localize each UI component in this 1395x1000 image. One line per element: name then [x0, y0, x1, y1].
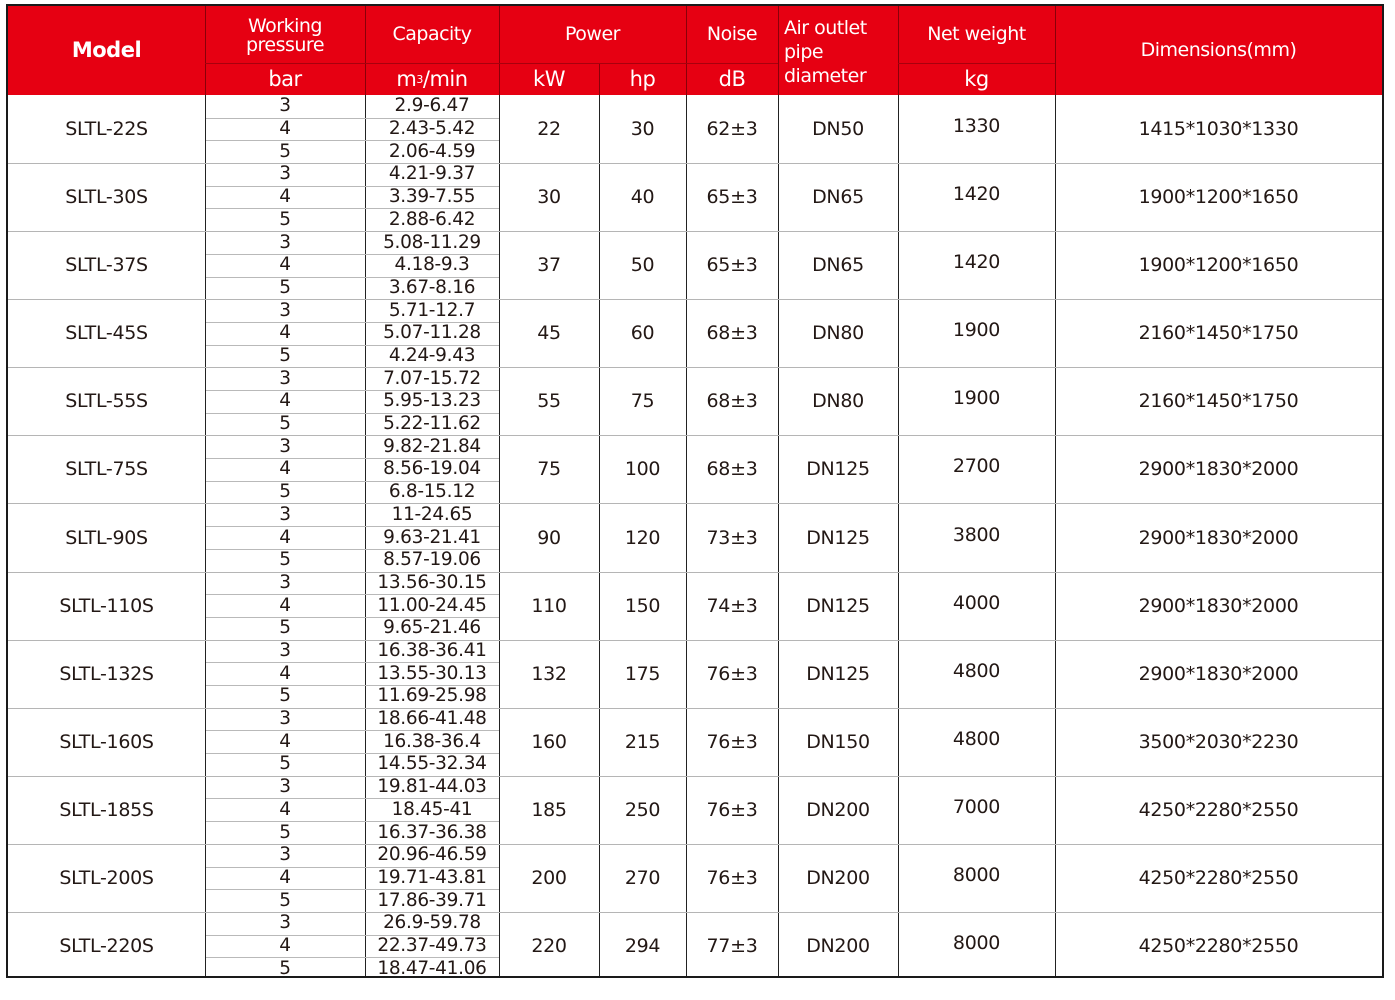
- capacity-value: 2.9-6.47: [394, 95, 470, 117]
- capacity-value: 5.71-12.7: [388, 299, 476, 321]
- model-name: SLTL-37S: [65, 254, 148, 277]
- header-net-weight: Net weight: [927, 23, 1026, 45]
- air-outlet-value: DN50: [812, 118, 864, 141]
- dimensions-value: 2900*1830*2000: [1138, 594, 1299, 617]
- net-weight-value: 4000: [952, 591, 1001, 614]
- capacity-value: 14.55-32.34: [377, 753, 487, 775]
- pressure-value: 5: [279, 889, 291, 911]
- model-name: SLTL-185S: [59, 798, 154, 821]
- capacity-value: 4.21-9.37: [388, 163, 476, 185]
- net-weight-value: 1420: [952, 251, 1001, 274]
- model-name: SLTL-90S: [65, 526, 148, 549]
- capacity-value: 11.69-25.98: [377, 685, 487, 707]
- net-weight-value: 3800: [952, 523, 1001, 546]
- noise-value: 73±3: [706, 526, 758, 549]
- header-pressure-unit: bar: [268, 67, 302, 91]
- pressure-value: 3: [279, 912, 291, 934]
- net-weight-value: 7000: [952, 795, 1001, 818]
- noise-value: 76±3: [706, 866, 758, 889]
- header-working-pressure: Working pressure: [245, 14, 325, 56]
- air-outlet-value: DN65: [812, 186, 864, 209]
- net-weight-value: 4800: [952, 659, 1001, 682]
- capacity-value: 6.8-15.12: [388, 481, 476, 503]
- pressure-value: 5: [279, 549, 291, 571]
- net-weight-value: 2700: [952, 455, 1001, 478]
- header-capacity: Capacity: [392, 23, 472, 45]
- pressure-value: 5: [279, 344, 291, 366]
- header-power: Power: [565, 23, 620, 45]
- capacity-value: 3.39-7.55: [388, 186, 476, 208]
- noise-value: 62±3: [706, 118, 758, 141]
- capacity-value: 18.45-41: [391, 798, 473, 820]
- header-capacity-unit: m 3 /min: [396, 67, 468, 91]
- power-hp-value: 40: [630, 186, 655, 209]
- capacity-value: 2.88-6.42: [388, 208, 476, 230]
- pressure-value: 5: [279, 413, 291, 435]
- model-name: SLTL-220S: [59, 934, 154, 957]
- model-name: SLTL-110S: [59, 594, 154, 617]
- power-kw-value: 37: [537, 254, 561, 277]
- pressure-value: 4: [279, 186, 291, 208]
- capacity-value: 4.18-9.3: [394, 254, 470, 276]
- capacity-value: 5.95-13.23: [383, 390, 481, 412]
- power-kw-value: 55: [537, 390, 561, 413]
- noise-value: 68±3: [706, 458, 758, 481]
- pressure-value: 3: [279, 708, 291, 730]
- pressure-value: 3: [279, 776, 291, 798]
- capacity-value: 5.07-11.28: [383, 322, 481, 344]
- dimensions-value: 4250*2280*2550: [1138, 798, 1299, 821]
- header-dimensions: Dimensions(mm): [1140, 39, 1297, 61]
- capacity-value: 26.9-59.78: [383, 912, 481, 934]
- pressure-value: 5: [279, 617, 291, 639]
- power-kw-value: 110: [531, 594, 567, 617]
- header-air-outlet: Air outlet pipe diameter: [784, 17, 867, 87]
- air-outlet-value: DN125: [806, 662, 870, 685]
- power-hp-value: 50: [630, 254, 655, 277]
- noise-value: 77±3: [706, 934, 758, 957]
- net-weight-value: 4800: [952, 727, 1001, 750]
- noise-value: 65±3: [706, 254, 758, 277]
- capacity-value: 5.08-11.29: [383, 231, 481, 253]
- air-outlet-value: DN80: [812, 390, 864, 413]
- power-hp-value: 75: [630, 390, 655, 413]
- model-name: SLTL-45S: [65, 322, 148, 345]
- noise-value: 65±3: [706, 186, 758, 209]
- capacity-value: 20.96-46.59: [377, 844, 487, 866]
- pressure-value: 4: [279, 390, 291, 412]
- noise-value: 68±3: [706, 390, 758, 413]
- air-outlet-value: DN80: [812, 322, 864, 345]
- pressure-value: 5: [279, 957, 291, 979]
- pressure-value: 4: [279, 662, 291, 684]
- power-kw-value: 220: [531, 934, 567, 957]
- pressure-value: 4: [279, 118, 291, 140]
- capacity-value: 13.55-30.13: [377, 662, 487, 684]
- pressure-value: 5: [279, 276, 291, 298]
- header-weight-unit: kg: [964, 67, 989, 91]
- pressure-value: 3: [279, 95, 291, 117]
- model-name: SLTL-55S: [65, 390, 148, 413]
- model-name: SLTL-75S: [65, 458, 148, 481]
- pressure-value: 4: [279, 322, 291, 344]
- capacity-value: 18.66-41.48: [377, 708, 487, 730]
- pressure-value: 3: [279, 163, 291, 185]
- pressure-value: 5: [279, 753, 291, 775]
- dimensions-value: 4250*2280*2550: [1138, 866, 1299, 889]
- air-outlet-value: DN65: [812, 254, 864, 277]
- net-weight-value: 1420: [952, 183, 1001, 206]
- power-hp-value: 215: [624, 730, 661, 753]
- noise-value: 68±3: [706, 322, 758, 345]
- capacity-value: 13.56-30.15: [377, 571, 487, 593]
- model-name: SLTL-30S: [65, 186, 148, 209]
- air-outlet-value: DN125: [806, 458, 870, 481]
- noise-value: 76±3: [706, 662, 758, 685]
- air-outlet-value: DN200: [806, 798, 870, 821]
- pressure-value: 3: [279, 231, 291, 253]
- power-hp-value: 100: [624, 458, 661, 481]
- capacity-value: 9.63-21.41: [383, 526, 481, 548]
- dimensions-value: 1415*1030*1330: [1138, 118, 1299, 141]
- capacity-value: 5.22-11.62: [383, 413, 481, 435]
- capacity-value: 19.71-43.81: [377, 866, 487, 888]
- pressure-value: 4: [279, 730, 291, 752]
- pressure-value: 3: [279, 299, 291, 321]
- pressure-value: 4: [279, 458, 291, 480]
- capacity-value: 22.37-49.73: [377, 934, 487, 956]
- capacity-value: 7.07-15.72: [383, 367, 481, 389]
- power-kw-value: 75: [537, 458, 561, 481]
- power-kw-value: 200: [531, 866, 567, 889]
- pressure-value: 3: [279, 367, 291, 389]
- capacity-value: 16.37-36.38: [377, 821, 487, 843]
- air-outlet-value: DN200: [806, 934, 870, 957]
- noise-value: 76±3: [706, 730, 758, 753]
- noise-value: 74±3: [706, 594, 758, 617]
- power-kw-value: 160: [531, 730, 567, 753]
- capacity-value: 3.67-8.16: [388, 276, 476, 298]
- model-name: SLTL-132S: [59, 662, 154, 685]
- power-hp-value: 60: [630, 322, 655, 345]
- pressure-value: 3: [279, 844, 291, 866]
- power-hp-value: 175: [624, 662, 661, 685]
- pressure-value: 3: [279, 571, 291, 593]
- header-model: Model: [71, 38, 142, 62]
- pressure-value: 3: [279, 503, 291, 525]
- power-hp-value: 294: [624, 934, 661, 957]
- pressure-value: 4: [279, 594, 291, 616]
- power-hp-value: 250: [624, 798, 661, 821]
- power-hp-value: 150: [624, 594, 661, 617]
- capacity-value: 2.06-4.59: [388, 140, 476, 162]
- power-hp-value: 270: [624, 866, 661, 889]
- capacity-value: 17.86-39.71: [377, 889, 487, 911]
- capacity-value: 8.56-19.04: [383, 458, 481, 480]
- net-weight-value: 1330: [952, 115, 1001, 138]
- capacity-value: 9.65-21.46: [383, 617, 481, 639]
- pressure-value: 5: [279, 140, 291, 162]
- power-kw-value: 30: [537, 186, 561, 209]
- model-name: SLTL-160S: [59, 730, 154, 753]
- air-outlet-value: DN200: [806, 866, 870, 889]
- net-weight-value: 8000: [952, 931, 1001, 954]
- power-kw-value: 45: [537, 322, 561, 345]
- capacity-value: 4.24-9.43: [388, 344, 476, 366]
- dimensions-value: 1900*1200*1650: [1138, 186, 1299, 209]
- capacity-value: 11-24.65: [391, 503, 473, 525]
- capacity-value: 9.82-21.84: [383, 435, 481, 457]
- pressure-value: 3: [279, 435, 291, 457]
- pressure-value: 4: [279, 934, 291, 956]
- dimensions-value: 4250*2280*2550: [1138, 934, 1299, 957]
- header-power-hp: hp: [629, 67, 656, 91]
- pressure-value: 4: [279, 866, 291, 888]
- dimensions-value: 2900*1830*2000: [1138, 458, 1299, 481]
- power-hp-value: 30: [630, 118, 655, 141]
- dimensions-value: 2900*1830*2000: [1138, 526, 1299, 549]
- power-kw-value: 22: [537, 118, 561, 141]
- net-weight-value: 1900: [952, 387, 1001, 410]
- pressure-value: 5: [279, 481, 291, 503]
- power-hp-value: 120: [624, 526, 661, 549]
- table-header: [8, 6, 1382, 95]
- power-kw-value: 132: [531, 662, 567, 685]
- net-weight-value: 1900: [952, 319, 1001, 342]
- spec-table: [6, 4, 1384, 978]
- dimensions-value: 2160*1450*1750: [1138, 390, 1299, 413]
- air-outlet-value: DN125: [806, 526, 870, 549]
- capacity-value: 2.43-5.42: [388, 118, 476, 140]
- model-name: SLTL-22S: [65, 118, 148, 141]
- header-noise: Noise: [706, 23, 758, 45]
- capacity-value: 8.57-19.06: [383, 549, 481, 571]
- pressure-value: 4: [279, 526, 291, 548]
- dimensions-value: 3500*2030*2230: [1138, 730, 1299, 753]
- noise-value: 76±3: [706, 798, 758, 821]
- power-kw-value: 90: [537, 526, 561, 549]
- pressure-value: 5: [279, 685, 291, 707]
- capacity-value: 11.00-24.45: [377, 594, 487, 616]
- model-name: SLTL-200S: [59, 866, 154, 889]
- capacity-value: 16.38-36.41: [377, 639, 487, 661]
- dimensions-value: 2900*1830*2000: [1138, 662, 1299, 685]
- power-kw-value: 185: [531, 798, 567, 821]
- dimensions-value: 2160*1450*1750: [1138, 322, 1299, 345]
- dimensions-value: 1900*1200*1650: [1138, 254, 1299, 277]
- capacity-value: 18.47-41.06: [377, 957, 487, 979]
- header-noise-unit: dB: [718, 67, 746, 91]
- capacity-value: 19.81-44.03: [377, 776, 487, 798]
- capacity-value: 16.38-36.4: [383, 730, 481, 752]
- header-power-kw: kW: [533, 67, 565, 91]
- pressure-value: 5: [279, 208, 291, 230]
- pressure-value: 4: [279, 798, 291, 820]
- air-outlet-value: DN150: [806, 730, 870, 753]
- net-weight-value: 8000: [952, 863, 1001, 886]
- air-outlet-value: DN125: [806, 594, 870, 617]
- pressure-value: 5: [279, 821, 291, 843]
- pressure-value: 3: [279, 639, 291, 661]
- pressure-value: 4: [279, 254, 291, 276]
